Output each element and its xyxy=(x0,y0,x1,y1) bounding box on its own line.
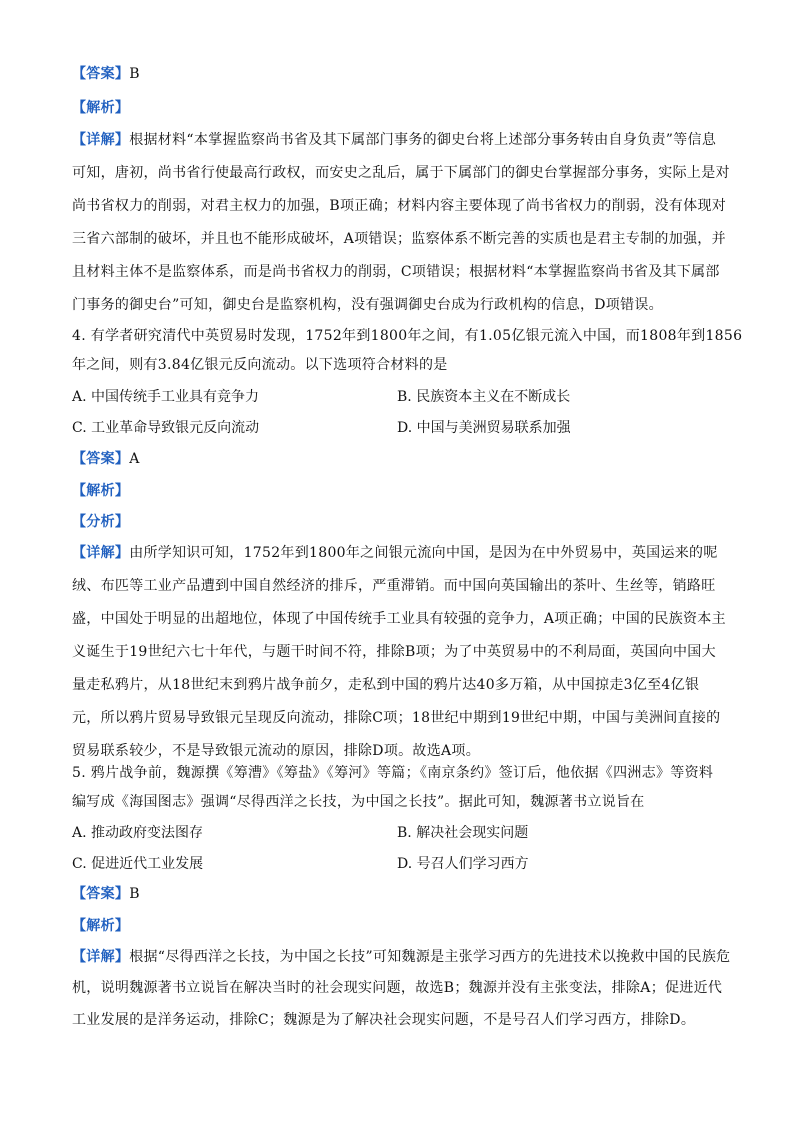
q5-stem-line: 编写成《海国图志》强调“尽得西洋之长技，为中国之长技”。据此可知，魏源著书立说旨在 xyxy=(72,794,645,810)
q4-answer-line xyxy=(72,449,140,469)
q4-detail-line: 元，所以鸦片贸易导致银元呈现反向流动，排除C项；18世纪中期到19世纪中期，中国与美洲间直接的 xyxy=(72,710,721,726)
q5-option-d: D. 号召人们学习西方 xyxy=(397,856,529,872)
q3-analysis-line xyxy=(72,98,129,118)
q5-stem-line: 5. 鸦片战争前，魏源撰《筹漕》《筹盐》《筹河》等篇；《南京条约》签订后，他依据《四洲志》等资料 xyxy=(72,765,714,781)
q5-option-c: C. 促进近代工业发展 xyxy=(72,856,204,872)
q4-detail-line: 义诞生于19世纪六七十年代，与题干时间不符，排除B项；为了中英贸易中的不利局面，英国向中国大 xyxy=(72,644,716,660)
q4-option-b: B. 民族资本主义在不断成长 xyxy=(397,389,571,405)
fenxi-tag: 【分析】 xyxy=(72,514,130,530)
q4-option-a: A. 中国传统手工业具有竞争力 xyxy=(72,389,260,405)
q4-fenxi-line xyxy=(72,512,129,532)
q5-detail-line: 机，说明魏源著书立说旨在解决当时的社会现实问题，故选B；魏源并没有主张变法，排除A；促进近代 xyxy=(72,980,723,996)
answer-tag: 【答案】 xyxy=(72,886,130,902)
detail-tag: 【详解】 xyxy=(72,949,130,965)
q4-detail-line: 量走私鸦片，从18世纪末到鸦片战争前夕，走私到中国的鸦片达40多万箱，从中国掠走3亿至4亿银 xyxy=(72,677,700,693)
q5-detail-line xyxy=(72,947,730,967)
q3-detail-line: 三省六部制的破坏，并且也不能形成破坏，A项错误；监察体系不断完善的实质也是君主专制的加强，并 xyxy=(72,231,726,247)
q4-option-c: C. 工业革命导致银元反向流动 xyxy=(72,420,260,436)
detail-tag: 【详解】 xyxy=(72,132,130,148)
analysis-tag: 【解析】 xyxy=(72,483,130,499)
q4-stem-line: 4. 有学者研究清代中英贸易时发现，1752年到1800年之间，有1.05亿银元流入中国，而1808年到1856 xyxy=(72,328,743,344)
q3-answer-line xyxy=(72,64,140,84)
detail-text: 根据材料“本掌握监察尚书省及其下属部门事务的御史台将上述部分事务转由自身负责”等信息 xyxy=(129,132,717,148)
analysis-tag: 【解析】 xyxy=(72,918,130,934)
q5-detail-line: 工业发展的是洋务运动，排除C；魏源是为了解决社会现实问题，不是号召人们学习西方，排除D。 xyxy=(72,1012,696,1028)
q4-option-d: D. 中国与美洲贸易联系加强 xyxy=(397,420,571,436)
q3-detail-line: 可知，唐初，尚书省行使最高行政权，而安史之乱后，属于下属部门的御史台掌握部分事务，实际上是对 xyxy=(72,165,730,181)
answer-value: B xyxy=(129,886,140,902)
q5-analysis-line xyxy=(72,916,129,936)
q4-stem-line: 年之间，则有3.84亿银元反向流动。以下选项符合材料的是 xyxy=(72,357,448,373)
answer-value: A xyxy=(129,451,140,467)
q3-detail-line xyxy=(72,130,716,150)
q5-answer-line xyxy=(72,884,140,904)
q4-detail-line: 绒、布匹等工业产品遭到中国自然经济的排斥，严重滞销。而中国向英国输出的茶叶、生丝等，销路旺 xyxy=(72,578,716,594)
q5-option-a: A. 推动政府变法图存 xyxy=(72,825,204,841)
answer-value: B xyxy=(129,66,140,82)
detail-text: 根据“尽得西洋之长技，为中国之长技”可知魏源是主张学习西方的先进技术以挽救中国的民族危 xyxy=(129,949,731,965)
analysis-tag: 【解析】 xyxy=(72,100,130,116)
q3-detail-line: 门事务的御史台”可知，御史台是监察机构，没有强调御史台成为行政机构的信息，D项错误。 xyxy=(72,297,663,313)
answer-tag: 【答案】 xyxy=(72,451,130,467)
q4-detail-line: 贸易联系较少，不是导致银元流动的原因，排除D项。故选A项。 xyxy=(72,743,481,759)
q4-detail-line: 盛，中国处于明显的出超地位，体现了中国传统手工业具有较强的竞争力，A项正确；中国的民族资本主 xyxy=(72,611,726,627)
detail-text: 由所学知识可知，1752年到1800年之间银元流向中国，是因为在中外贸易中，英国运来的呢 xyxy=(129,545,718,561)
answer-tag: 【答案】 xyxy=(72,66,130,82)
q3-detail-line: 且材料主体不是监察体系，而是尚书省权力的削弱，C项错误；根据材料“本掌握监察尚书省及其下属部 xyxy=(72,264,720,280)
detail-tag: 【详解】 xyxy=(72,545,130,561)
q4-analysis-line xyxy=(72,481,129,501)
q3-detail-line: 尚书省权力的削弱，对君主权力的加强，B项正确；材料内容主要体现了尚书省权力的削弱，没有体现对 xyxy=(72,198,727,214)
q4-detail-line xyxy=(72,543,718,563)
q5-option-b: B. 解决社会现实问题 xyxy=(397,825,529,841)
